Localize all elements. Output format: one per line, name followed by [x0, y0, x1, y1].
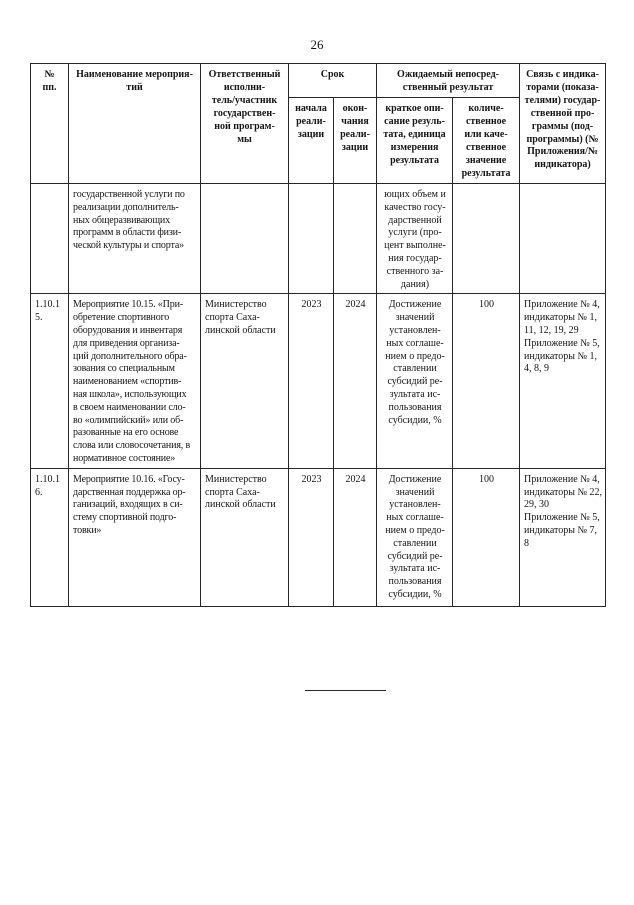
text-line: ставлении: [393, 537, 437, 549]
cell-number: [31, 468, 69, 606]
text-line: реали-: [296, 115, 326, 127]
text-line: для приведения организа-: [73, 337, 180, 349]
text-line: 1.10.1: [35, 299, 60, 311]
cell-number: [31, 184, 69, 294]
text-line: чания: [341, 115, 369, 127]
closing-rule: [305, 690, 386, 691]
text-line: государствен-: [213, 107, 276, 119]
header-cell-term: [289, 64, 377, 98]
text-line: Приложение № 4,: [524, 299, 600, 311]
text-line: краткое опи-: [385, 103, 444, 114]
text-line: дания): [400, 278, 430, 290]
cell-responsible: [201, 184, 289, 294]
text-line: значение: [465, 154, 507, 166]
text-line: оборудования и инвентаря: [73, 324, 183, 336]
text-line: Мероприятие 10.16. «Госу-: [73, 473, 185, 485]
text-line: ганизаций, входящих в си-: [73, 499, 183, 511]
text-line: 100: [479, 299, 495, 311]
cell-term-start: [289, 468, 334, 606]
text-line: Ожидаемый непосред-: [397, 69, 499, 80]
text-line: №: [44, 69, 55, 80]
text-line: 4, 8, 9: [524, 363, 550, 375]
text-line: значений: [395, 486, 435, 498]
text-line: индикаторы № 7,: [524, 524, 598, 536]
text-line: разованные на его основе: [73, 427, 179, 439]
text-line: ственный результат: [402, 81, 494, 93]
text-line: индикатора): [534, 159, 591, 171]
cell-indicator-link: [520, 468, 606, 606]
text-line: Мероприятие 10.15. «При-: [73, 299, 183, 311]
activities-table: [30, 63, 606, 607]
text-line: ственное: [465, 141, 507, 153]
text-line: в своем наименовании сло-: [73, 401, 186, 413]
header-cell-result-description: [377, 98, 453, 184]
text-line: качество госу-: [384, 201, 446, 213]
cell-number: [31, 294, 69, 468]
cell-indicator-link: [520, 294, 606, 468]
text-line: установлен-: [389, 499, 441, 511]
text-line: ная школа», использующих: [73, 388, 187, 400]
text-line: обретение спортивного: [73, 312, 170, 324]
text-line: мы: [237, 133, 252, 145]
text-line: наименованием «спортив-: [73, 376, 182, 388]
text-line: дарственная поддержка ор-: [73, 486, 186, 498]
cell-event-name: [69, 184, 201, 294]
cell-result-value: [453, 184, 520, 294]
text-line: 2023: [301, 299, 322, 311]
text-line: результата: [390, 154, 439, 166]
text-line: 2024: [345, 473, 366, 485]
text-line: спорта Саха-: [205, 312, 260, 324]
text-line: или каче-: [464, 128, 508, 140]
text-line: результата: [461, 167, 511, 179]
text-line: установлен-: [389, 324, 441, 336]
cell-responsible: [201, 468, 289, 606]
text-line: измерения: [390, 141, 439, 153]
text-line: 8: [524, 537, 530, 549]
text-line: реали-: [340, 128, 370, 140]
table-row: [31, 184, 606, 294]
cell-responsible: [201, 294, 289, 468]
text-line: тель/участник: [211, 94, 278, 106]
text-line: пользования: [388, 401, 442, 413]
cell-result-value: [453, 294, 520, 468]
text-line: зультата ис-: [389, 563, 441, 575]
text-line: слова или словосочетания, в: [73, 440, 191, 452]
text-line: Министерство: [205, 473, 267, 485]
text-line: Приложения/№: [527, 146, 598, 158]
cell-term-start: [289, 184, 334, 294]
text-line: граммы (под-: [531, 120, 594, 132]
text-line: реализации дополнитель-: [73, 201, 179, 213]
header-cell-result-value: [453, 98, 520, 184]
text-line: начала: [295, 103, 327, 114]
header-cell-expected-result: [377, 64, 520, 98]
text-line: ственного за-: [386, 265, 444, 277]
text-line: значений: [395, 312, 435, 324]
text-line: ственное: [465, 115, 507, 127]
header-cell-term-start: [289, 98, 334, 184]
text-line: Срок: [320, 69, 345, 80]
cell-term-end: [334, 294, 377, 468]
header-cell-event-name: [69, 64, 201, 184]
text-line: тий: [126, 81, 143, 93]
header-cell-indicator-link: [520, 64, 606, 184]
text-line: зультата ис-: [389, 388, 441, 400]
text-line: окон-: [342, 103, 368, 114]
text-line: 11, 12, 19, 29: [524, 324, 579, 336]
text-line: индикаторы № 1,: [524, 350, 598, 362]
text-line: Достижение: [388, 299, 442, 311]
text-line: ной програм-: [214, 120, 275, 132]
cell-result-value: [453, 468, 520, 606]
header-row-top: [31, 64, 606, 98]
cell-result-description: [377, 468, 453, 606]
text-line: спорта Саха-: [205, 486, 260, 498]
cell-result-description: [377, 294, 453, 468]
cell-term-end: [334, 468, 377, 606]
text-line: программы) (№: [526, 133, 599, 145]
text-line: дарственной: [388, 214, 442, 226]
text-line: торами (показа-: [526, 81, 599, 93]
table-row: [31, 468, 606, 606]
text-line: ственной про-: [530, 107, 595, 119]
text-line: нормативное состояние»: [73, 452, 176, 464]
text-line: товки»: [73, 524, 102, 536]
text-line: Приложение № 4,: [524, 473, 600, 485]
text-line: 100: [479, 473, 495, 485]
text-line: государственной услуги по: [73, 189, 185, 200]
text-line: зации: [297, 128, 325, 140]
text-line: 29, 30: [524, 499, 550, 511]
text-line: Наименование мероприя-: [76, 69, 193, 80]
text-line: ных соглаше-: [386, 512, 444, 524]
text-line: субсидии, %: [388, 588, 442, 600]
text-line: Приложение № 5,: [524, 337, 600, 349]
text-line: услуги (про-: [388, 227, 442, 239]
text-line: индикаторы № 22,: [524, 486, 603, 498]
cell-event-name: [69, 468, 201, 606]
header-cell-responsible: [201, 64, 289, 184]
table-row: [31, 294, 606, 468]
text-line: субсидий ре-: [387, 376, 443, 388]
text-line: пользования: [388, 576, 442, 588]
text-line: 2024: [345, 299, 366, 311]
text-line: Достижение: [388, 473, 442, 485]
text-line: Приложение № 5,: [524, 512, 600, 524]
text-line: субсидий ре-: [387, 550, 443, 562]
text-line: во «олимпийский» или об-: [73, 414, 184, 426]
text-line: ных соглаше-: [386, 337, 444, 349]
page-number: 26: [310, 37, 324, 52]
text-line: цент выполне-: [384, 240, 446, 252]
text-line: 5.: [35, 312, 43, 324]
header-cell-number: [31, 64, 69, 184]
cell-event-name: [69, 294, 201, 468]
text-line: зования со специальным: [73, 363, 175, 375]
cell-term-start: [289, 294, 334, 468]
text-line: количе-: [468, 103, 504, 114]
text-line: ния государ-: [388, 252, 442, 264]
text-line: телями) государ-: [524, 94, 601, 106]
text-line: пп.: [42, 81, 57, 93]
text-line: программ в области физи-: [73, 227, 182, 239]
text-line: ных общеразвивающих: [73, 214, 170, 226]
text-line: индикаторы № 1,: [524, 312, 598, 324]
header-cell-term-end: [334, 98, 377, 184]
text-line: сание резуль-: [384, 115, 445, 127]
text-line: 1.10.1: [35, 473, 60, 485]
text-line: ющих объем и: [384, 189, 446, 200]
text-line: Ответственный: [208, 69, 281, 80]
text-line: Министерство: [205, 299, 267, 311]
text-line: субсидии, %: [388, 414, 442, 426]
text-line: тата, единица: [383, 128, 446, 140]
cell-result-description: [377, 184, 453, 294]
text-line: нием о предо-: [385, 524, 445, 536]
cell-term-end: [334, 184, 377, 294]
text-line: ческой культуры и спорта»: [73, 240, 184, 252]
text-line: ций дополнительного обра-: [73, 350, 187, 362]
text-line: исполни-: [223, 81, 266, 93]
text-line: зации: [341, 141, 369, 153]
text-line: 6.: [35, 486, 43, 498]
text-line: линской области: [205, 324, 276, 336]
cell-indicator-link: [520, 184, 606, 294]
text-line: Связь с индика-: [526, 69, 599, 80]
text-line: 2023: [301, 473, 322, 485]
text-line: ставлении: [393, 363, 437, 375]
text-line: линской области: [205, 499, 276, 511]
text-line: нием о предо-: [385, 350, 445, 362]
text-line: стему спортивной подго-: [73, 512, 177, 524]
